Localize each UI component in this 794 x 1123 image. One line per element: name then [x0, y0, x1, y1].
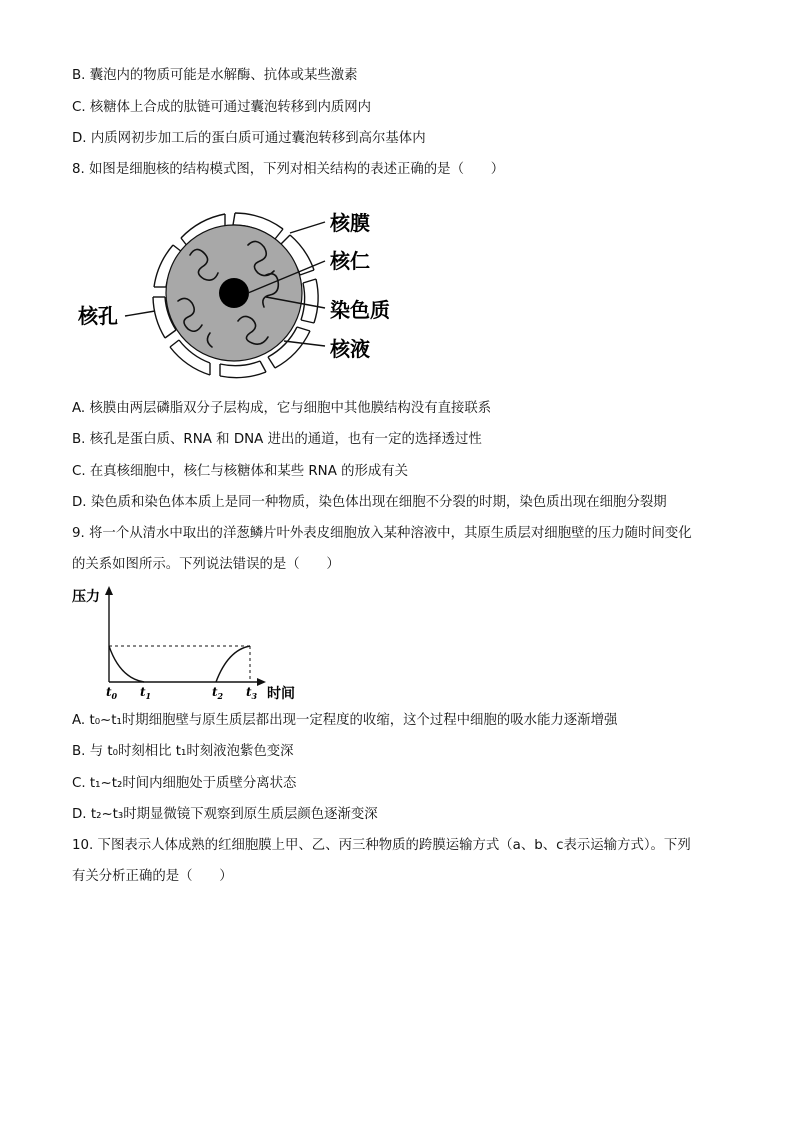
option-7b: B. 囊泡内的物质可能是水解酶、抗体或某些激素	[72, 68, 358, 83]
nucleolus	[219, 278, 249, 308]
nucleus-diagram	[70, 205, 410, 385]
option-8c: C. 在真核细胞中，核仁与核糖体和某些 RNA 的形成有关	[72, 464, 409, 479]
option-7d: D. 内质网初步加工后的蛋白质可通过囊泡转移到高尔基体内	[72, 131, 426, 146]
option-8a: A. 核膜由两层磷脂双分子层构成，它与细胞中其他膜结构没有直接联系	[72, 401, 492, 416]
graph-xlabel: 时间	[267, 686, 295, 702]
option-8b: B. 核孔是蛋白质、RNA 和 DNA 进出的通道，也有一定的选择透过性	[72, 432, 482, 447]
option-9a: A. t₀~t₁时期细胞壁与原生质层都出现一定程度的收缩，这个过程中细胞的吸水能力逐渐增强	[72, 713, 618, 728]
curve-increase	[216, 646, 250, 682]
question-8: 8. 如图是细胞核的结构模式图，下列对相关结构的表述正确的是（ ）	[72, 162, 505, 177]
curve-decrease	[109, 646, 144, 682]
question-10-line1: 10. 下图表示人体成熟的红细胞膜上甲、乙、丙三种物质的跨膜运输方式（a、b、c表示运输方式）。下列	[72, 838, 691, 853]
pressure-time-graph	[70, 582, 310, 704]
tick-t0: $t_0$	[106, 685, 118, 701]
tick-t3: $t_3$	[246, 685, 258, 701]
label-membrane: 核膜	[330, 211, 370, 235]
option-8d: D. 染色质和染色体本质上是同一种物质，染色体出现在细胞不分裂的时期，染色质出现在细胞分裂期	[72, 495, 667, 510]
graph-ylabel: 压力	[72, 589, 100, 605]
label-nucleolus: 核仁	[330, 249, 370, 273]
tick-t1: $t_1$	[140, 685, 152, 701]
option-9b: B. 与 t₀时刻相比 t₁时刻液泡紫色变深	[72, 744, 294, 759]
question-9-line2: 的关系如图所示。下列说法错误的是（ ）	[72, 557, 340, 572]
label-pore: 核孔	[78, 304, 118, 328]
option-7c: C. 核糖体上合成的肽链可通过囊泡转移到内质网内	[72, 100, 372, 115]
label-chromatin: 染色质	[330, 298, 390, 322]
question-10-line2: 有关分析正确的是（ ）	[72, 869, 233, 884]
label-nucleoplasm: 核液	[330, 337, 370, 361]
question-9-line1: 9. 将一个从清水中取出的洋葱鳞片叶外表皮细胞放入某种溶液中，其原生质层对细胞壁的压力随时间变化	[72, 526, 692, 541]
option-9d: D. t₂~t₃时期显微镜下观察到原生质层颜色逐渐变深	[72, 807, 378, 822]
option-9c: C. t₁~t₂时间内细胞处于质壁分离状态	[72, 776, 297, 791]
tick-t2: $t_2$	[212, 685, 224, 701]
